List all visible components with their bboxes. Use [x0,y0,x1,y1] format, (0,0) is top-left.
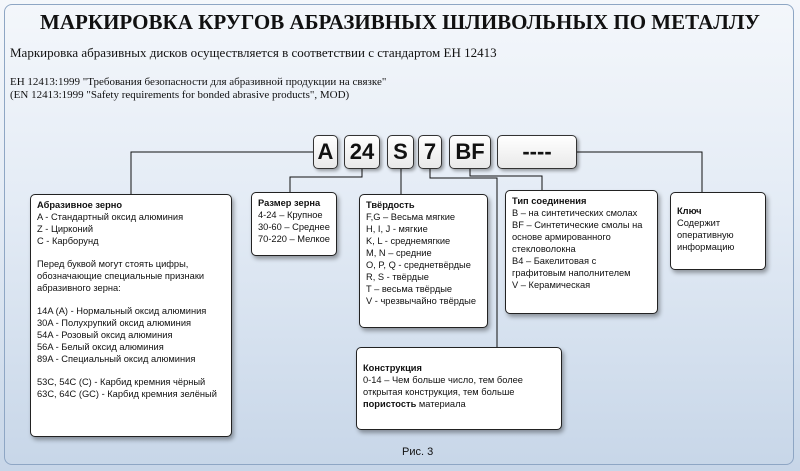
abrasive-item: C - Карборунд [37,236,99,246]
grain-item: 4-24 – Крупное [258,210,323,220]
key-heading: Ключ [677,206,702,216]
connector-bond [470,169,542,192]
key-item: информацию [677,242,735,252]
bond-type-box [505,190,658,314]
bond-item: V – Керамическая [512,280,591,290]
hardness-item: K, L - среднемягкие [366,236,451,246]
connector-key [577,152,702,194]
hardness-item: R, S - твёрдые [366,272,429,282]
bond-item: B4 – Бакелитовая с [512,256,597,266]
abrasive-note: Перед буквой могут стоять цифры, [37,259,189,269]
key-item: Содержит [677,218,721,228]
key-box [670,192,766,270]
code-abrasive: A [313,135,338,169]
structure-line-rest: материала [416,399,466,409]
structure-line: 0-14 – Чем больше число, тем более [363,375,523,385]
structure-bold-word: пористость [363,399,417,409]
key-item: оперативную [677,230,734,240]
hardness-item: H, I, J - мягкие [366,224,428,234]
structure-line: открытая конструкция, тем больше [363,387,515,397]
subtitle: Маркировка абразивных дисков осуществляется в соответствии с стандартом ЕН 12413 [10,45,497,60]
hardness-item: V - чрезвычайно твёрдые [366,296,477,306]
standard-line-en: (EN 12413:1999 "Safety requirements for bonded abrasive products", MOD) [10,89,350,101]
bond-item: основе армированного [512,232,611,242]
bond-item: стекловолокна [512,244,576,254]
abrasive-note: обозначающие специальные признаки [37,271,205,281]
bond-item: графитовым наполнителем [512,268,631,278]
abrasive-note: абразивного зерна: [37,283,121,293]
page-title: МАРКИРОВКА КРУГОВ АБРАЗИВНЫХ ШЛИВОЛЬНЫХ ПО МЕТАЛЛУ [40,10,760,34]
abrasive-special: 56A - Белый оксид алюминия [37,342,164,352]
code-bond: BF [449,135,491,169]
figure-caption: Рис. 3 [402,446,434,458]
abrasive-item: A - Стандартный оксид алюминия [37,212,184,222]
abrasive-special: 14A (A) - Нормальный оксид алюминия [37,306,207,316]
abrasive-heading: Абразивное зерно [37,200,123,210]
code-grain-size: 24 [344,135,380,169]
abrasive-carbide: 53C, 54C (C) - Карбид кремния чёрный [37,377,206,387]
bond-heading: Тип соединения [512,196,587,206]
grain-item: 70-220 – Мелкое [258,234,330,244]
abrasive-special: 89A - Специальный оксид алюминия [37,354,196,364]
grain-heading: Размер зерна [258,198,321,208]
standard-line-ru: ЕН 12413:1999 "Требования безопасности для абразивной продукции на связке" [10,76,387,88]
bond-item: B – на синтетических смолах [512,208,638,218]
abrasive-grain-box [30,194,232,437]
hardness-item: F,G – Весьма мягкие [366,212,456,222]
abrasive-special: 54A - Розовый оксид алюминия [37,330,173,340]
structure-box [356,347,562,430]
hardness-box [359,194,488,328]
abrasive-carbide: 63C, 64C (GC) - Карбид кремния зелёный [37,389,217,399]
grain-size-box [251,192,337,256]
grain-item: 30-60 – Среднее [258,222,330,232]
bond-item: BF – Синтетические смолы на [512,220,643,230]
code-hardness: S [387,135,414,169]
hardness-item: O, P, Q - среднетвёрдые [366,260,471,270]
hardness-item: M, N – средние [366,248,432,258]
code-key: ---- [497,135,577,169]
hardness-heading: Твёрдость [366,200,415,210]
structure-heading: Конструкция [363,363,422,373]
abrasive-special: 30A - Полухрупкий оксид алюминия [37,318,192,328]
hardness-item: T – весьма твёрдые [366,284,453,294]
code-structure: 7 [418,135,442,169]
abrasive-item: Z - Цирконий [37,224,94,234]
structure-line [363,398,555,410]
